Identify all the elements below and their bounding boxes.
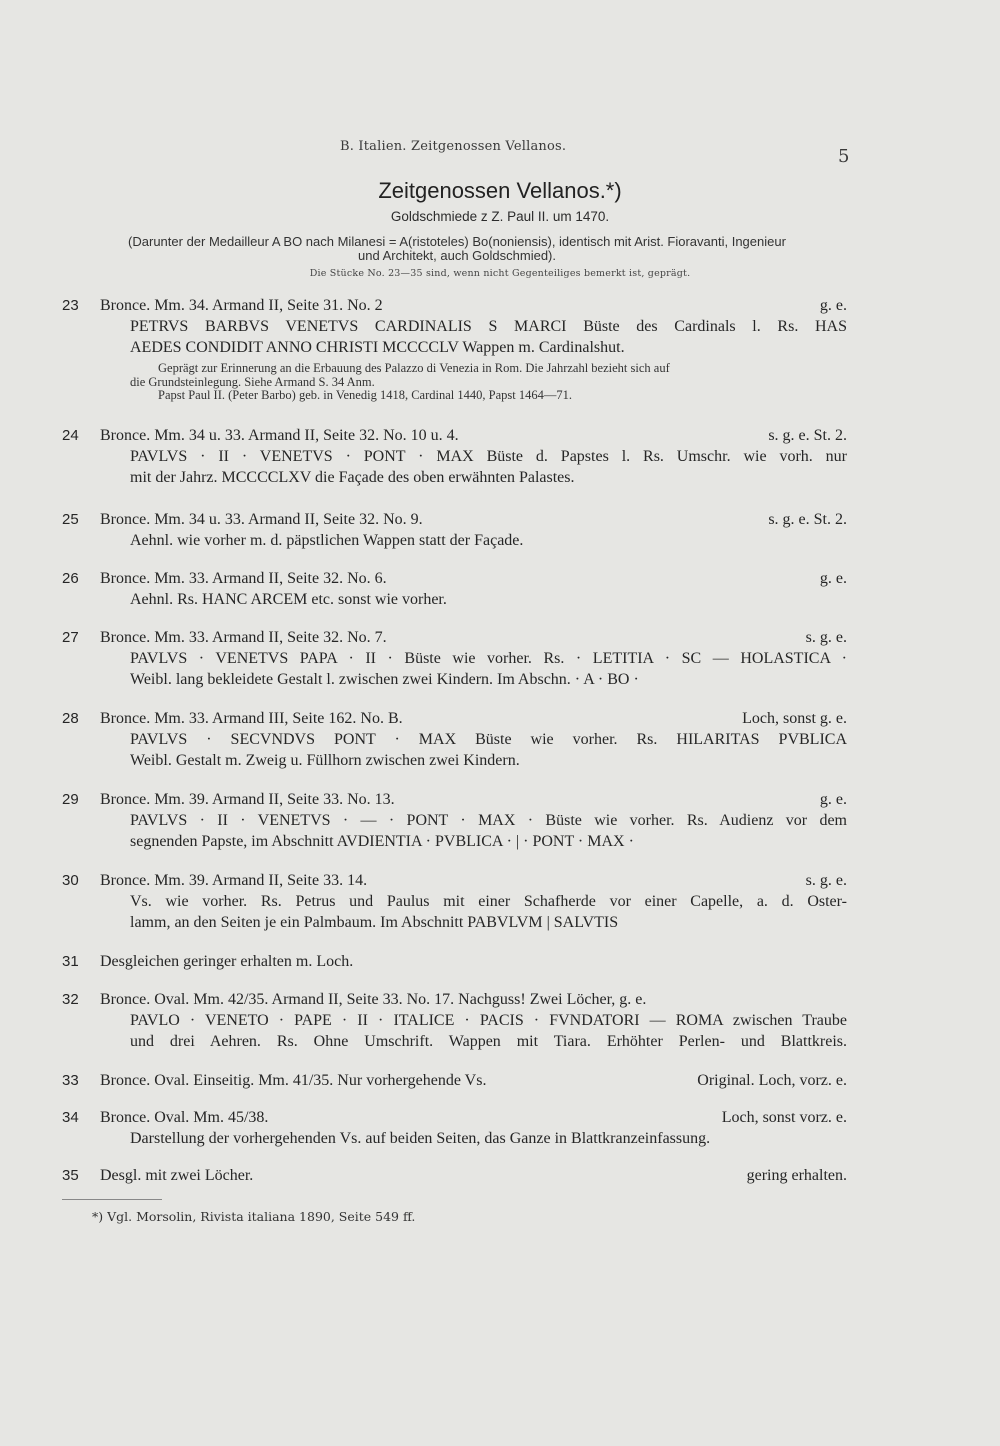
section-title: Zeitgenossen Vellanos.*) (378, 178, 622, 203)
entry-head (62, 509, 847, 530)
entry-head-text: Bronce. Mm. 39. Armand II, Seite 33. No. 13. (100, 791, 395, 808)
catalog-entry-23 (62, 295, 847, 403)
entry-number: 30 (62, 872, 79, 889)
catalog-entry-26 (62, 568, 847, 610)
entry-condition: s. g. e. St. 2. (768, 511, 847, 528)
entry-condition: s. g. e. (805, 872, 847, 889)
entry-number: 31 (62, 953, 79, 970)
page-number: 5 (838, 146, 850, 167)
entry-condition: s. g. e. St. 2. (768, 427, 847, 444)
entry-line: und drei Aehren. Rs. Ohne Umschrift. Wappen mit Tiara. Erhöhter Perlen- und Blattkreis. (130, 1033, 847, 1050)
catalog-entry-34 (62, 1107, 847, 1149)
entry-head (62, 708, 847, 729)
catalog-entry-29 (62, 789, 847, 852)
entry-number: 26 (62, 570, 79, 587)
entry-line: mit der Jahrz. MCCCCLXV die Façade des oben erwähnten Palastes. (130, 469, 575, 486)
entry-condition: g. e. (819, 570, 847, 587)
entry-number: 28 (62, 710, 79, 727)
catalog-entry-33 (62, 1070, 847, 1091)
entry-number: 29 (62, 791, 79, 808)
entry-note: die Grundsteinlegung. Siehe Armand S. 34 Anm. (130, 374, 375, 389)
entry-head (62, 951, 847, 972)
entry-head-text: Bronce. Mm. 34 u. 33. Armand II, Seite 32. No. 10 u. 4. (100, 427, 459, 444)
entry-line: lamm, an den Seiten je ein Palmbaum. Im Abschnitt PABVLVM | SALVTIS (130, 914, 619, 931)
running-head: B. Italien. Zeitgenossen Vellanos. (340, 139, 567, 154)
catalog-entry-28 (62, 708, 847, 771)
entry-condition: Original. Loch, vorz. e. (697, 1072, 847, 1089)
section-subtitle: Goldschmiede z Z. Paul II. um 1470. (390, 209, 610, 224)
entry-line: PAVLVS · II · VENETVS · PONT · MAX Büste d. Papstes l. Rs. Umschr. wie vorh. nur (130, 448, 847, 465)
entry-line: AEDES CONDIDIT ANNO CHRISTI MCCCCLV Wappen m. Cardinalshut. (130, 339, 625, 356)
entry-number: 24 (62, 427, 79, 444)
entry-note: Papst Paul II. (Peter Barbo) geb. in Venedig 1418, Cardinal 1440, Papst 1464—71. (158, 388, 572, 402)
entry-head (62, 425, 847, 446)
entry-head (62, 870, 847, 891)
entry-line: segnenden Papste, im Abschnitt AVDIENTIA · PVBLICA · | · PONT · MAX · (130, 833, 634, 850)
entry-number: 25 (62, 511, 79, 528)
catalog-entry-30 (62, 870, 847, 933)
entry-number: 27 (62, 629, 79, 646)
catalog-entry-24 (62, 425, 847, 488)
entry-condition: gering erhalten. (746, 1167, 847, 1184)
entry-line: PAVLVS · SECVNDVS PONT · MAX Büste wie vorher. Rs. HILARITAS PVBLICA (130, 731, 847, 748)
entry-head (62, 1107, 847, 1128)
entry-head-text: Bronce. Oval. Mm. 45/38. (100, 1109, 269, 1126)
entry-number: 34 (62, 1109, 79, 1126)
entry-head-text: Bronce. Mm. 33. Armand II, Seite 32. No. 7. (100, 629, 387, 646)
entry-condition: Loch, sonst vorz. e. (721, 1109, 847, 1126)
entry-head (62, 568, 847, 589)
entry-head-text: Bronce. Mm. 33. Armand II, Seite 32. No. 6. (100, 570, 387, 587)
catalog-entry-27 (62, 627, 847, 690)
entry-head-text: Bronce. Mm. 34 u. 33. Armand II, Seite 32. No. 9. (100, 511, 423, 528)
catalog-entry-35 (62, 1165, 847, 1186)
entry-head-text: Desgl. mit zwei Löcher. (100, 1167, 254, 1184)
entry-note: Geprägt zur Erinnerung an die Erbauung des Palazzo di Venezia in Rom. Die Jahrzahl bezieht sich auf (158, 361, 670, 375)
entry-line: Vs. wie vorher. Rs. Petrus und Paulus mit einer Schafherde vor einer Capelle, a. d. Oster- (130, 893, 847, 910)
entry-line: PAVLVS · II · VENETVS · — · PONT · MAX · Büste wie vorher. Rs. Audienz vor dem (130, 812, 847, 829)
entry-line: Weibl. Gestalt m. Zweig u. Füllhorn zwischen zwei Kindern. (130, 752, 520, 769)
entry-head (62, 1165, 847, 1186)
intro-line: (Darunter der Medailleur A BO nach Milanesi = A(ristoteles) Bo(noniensis), identisch mit Arist. Fioravanti, Ingenieur (128, 234, 786, 249)
footnote: *) Vgl. Morsolin, Rivista italiana 1890, Seite 549 ff. (92, 1209, 416, 1224)
entry-head (62, 1070, 847, 1091)
entry-line: Darstellung der vorhergehenden Vs. auf beiden Seiten, das Ganze in Blattkranzeinfassung. (130, 1130, 711, 1147)
entry-head-text: Bronce. Mm. 39. Armand II, Seite 33. 14. (100, 872, 368, 889)
entry-number: 33 (62, 1072, 79, 1089)
catalog-entry-32 (62, 989, 847, 1052)
entry-condition: Loch, sonst g. e. (742, 710, 847, 727)
entry-head (62, 627, 847, 648)
entry-line: Weibl. lang bekleidete Gestalt l. zwischen zwei Kindern. Im Abschn. · A · BO · (130, 671, 639, 688)
entry-head (62, 295, 847, 316)
entry-head-text: Bronce. Oval. Einseitig. Mm. 41/35. Nur vorhergehende Vs. (100, 1072, 487, 1089)
entry-head (62, 789, 847, 810)
entry-line: Aehnl. Rs. HANC ARCEM etc. sonst wie vorher. (130, 591, 447, 608)
entry-line: Aehnl. wie vorher m. d. päpstlichen Wappen statt der Façade. (130, 532, 524, 549)
entry-number: 32 (62, 991, 79, 1008)
entry-condition: s. g. e. (805, 629, 847, 646)
entry-head-text: Bronce. Mm. 34. Armand II, Seite 31. No. 2 (100, 297, 383, 314)
entry-line: PAVLO · VENETO · PAPE · II · ITALICE · PACIS · FVNDATORI — ROMA zwischen Traube (130, 1012, 847, 1029)
catalog-entry-31 (62, 951, 847, 972)
entry-head-text: Desgleichen geringer erhalten m. Loch. (100, 953, 354, 970)
entry-line: PETRVS BARBVS VENETVS CARDINALIS S MARCI Büste des Cardinals l. Rs. HAS (130, 318, 847, 335)
entry-number: 23 (62, 297, 79, 314)
intro-small-note: Die Stücke No. 23—35 sind, wenn nicht Gegenteiliges bemerkt ist, geprägt. (309, 268, 691, 279)
footnote-divider (62, 1199, 162, 1200)
entry-condition: g. e. (819, 791, 847, 808)
entry-condition: g. e. (819, 297, 847, 314)
catalog-entry-25 (62, 509, 847, 551)
entry-head (62, 989, 847, 1010)
entry-head-text: Bronce. Mm. 33. Armand III, Seite 162. No. B. (100, 710, 403, 727)
intro-note (62, 235, 852, 263)
intro-line: und Architekt, auch Goldschmied). (358, 248, 556, 263)
entry-number: 35 (62, 1167, 79, 1184)
entry-head-text: Bronce. Oval. Mm. 42/35. Armand II, Seite 33. No. 17. Nachguss! Zwei Löcher, g. e. (100, 991, 647, 1008)
entry-line: PAVLVS · VENETVS PAPA · II · Büste wie vorher. Rs. · LETITIA · SC — HOLASTICA · (130, 650, 847, 667)
